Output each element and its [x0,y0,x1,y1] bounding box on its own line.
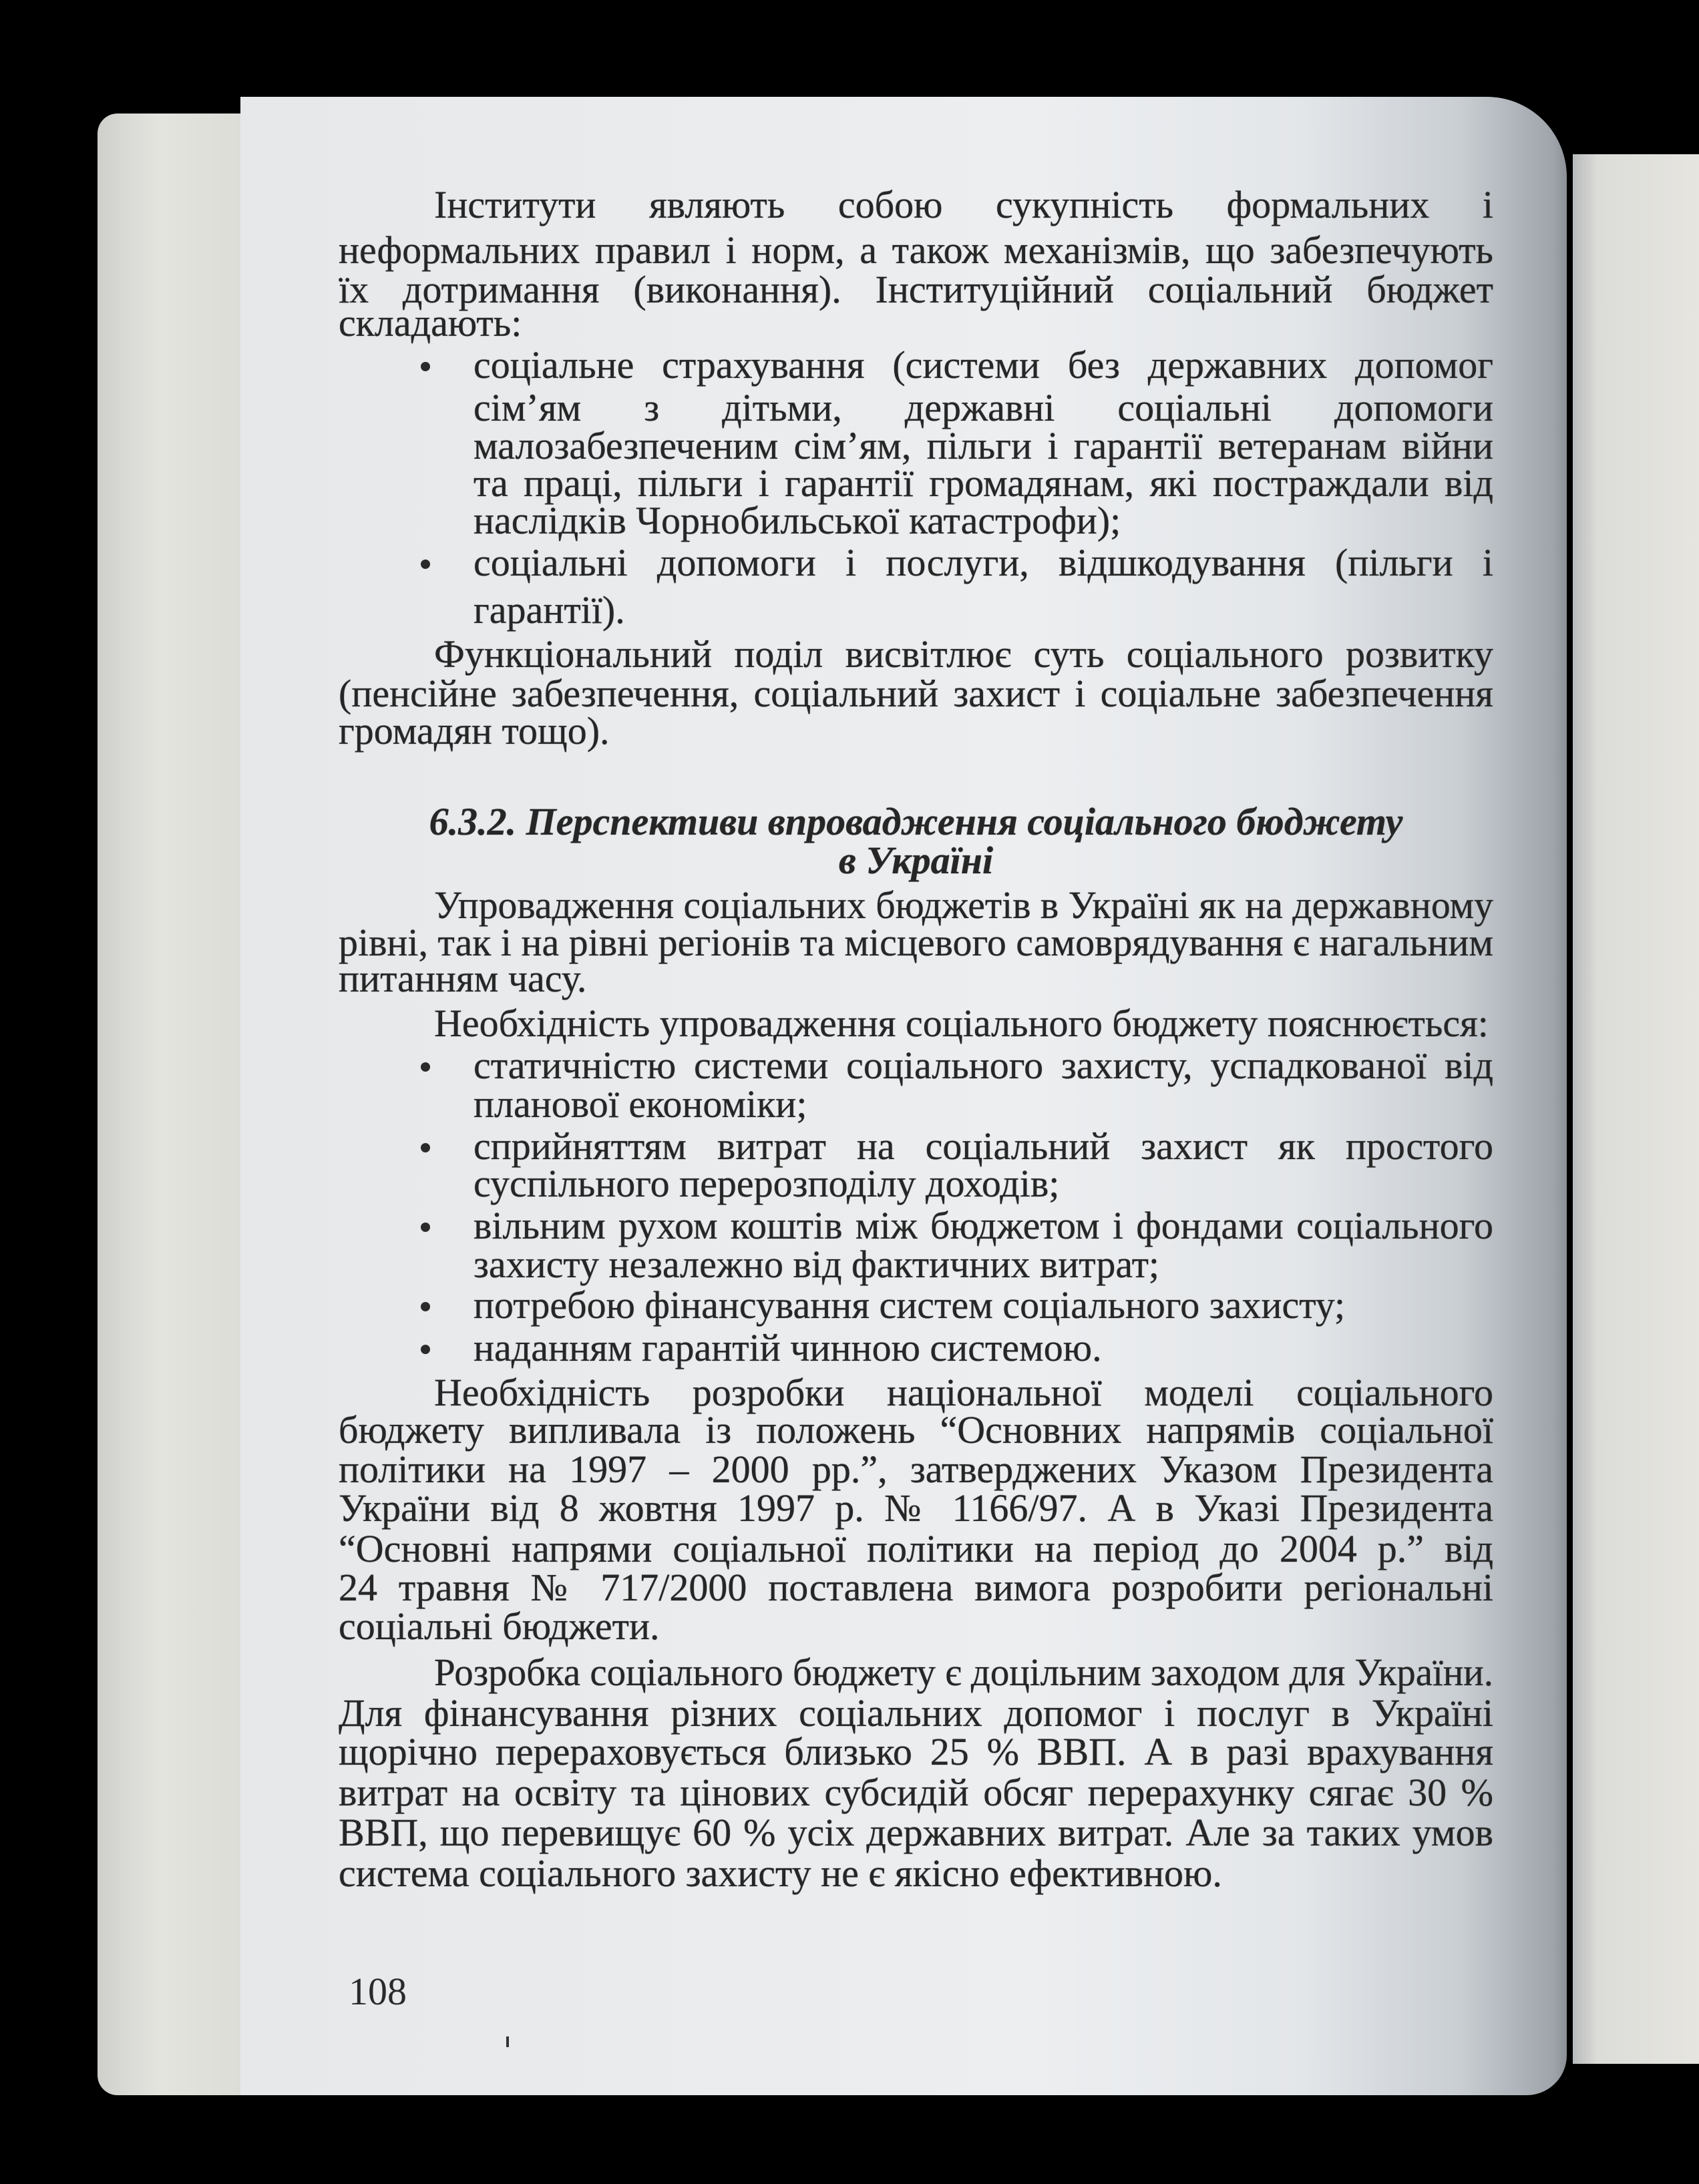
text-line [474,342,1493,389]
text-line [474,1241,1493,1288]
line-text: витрат на освіту та цінових субсидій обсяг перерахунку сягає 30 % [339,1771,1493,1814]
page-stack-edge [98,114,251,2095]
line-text: Функціональний поділ висвітлює суть соціального розвитку [434,632,1493,676]
bullet-icon [421,1345,430,1354]
bullet-icon [421,560,430,569]
text-line [474,1325,1493,1371]
line-text: соціальні допомоги і послуги, відшкодування (пільги і [474,541,1493,584]
line-text: України від 8 жовтня 1997 р. № 1166/97. А в Указі Президента [339,1486,1493,1530]
text-line [339,1603,1493,1650]
line-text: соціальне страхування (системи без державних допомог [474,343,1493,387]
line-text: (пенсійне забезпечення, соціальний захист і соціальне забезпечення [339,672,1493,715]
page-number: 108 [349,1970,407,2013]
text-line [434,1649,1493,1696]
line-text: бюджету випливала із положень “Основних напрямів соціальної [339,1408,1493,1452]
line-text: Необхідність розробки національної моделі соціального [434,1371,1493,1414]
text-line [339,300,1493,347]
line-text: Упровадження соціальних бюджетів в Україні як на державному [434,883,1493,927]
line-text: Необхідність упровадження соціального бюджету пояснюється: [434,1002,1489,1045]
text-line [339,708,1493,754]
line-text: потребою фінансування систем соціального захисту; [474,1283,1346,1327]
text-line [339,837,1493,884]
line-text: статичністю системи соціального захисту, успадкованої від [474,1044,1493,1087]
bullet-icon [421,1143,430,1152]
line-text: політики на 1997 – 2000 рр.”, затверджених Указом Президента [339,1448,1493,1491]
line-text: питанням часу. [339,957,587,1000]
text-line [434,1000,1493,1047]
line-text: в Україні [838,839,994,882]
text-line [339,1809,1493,1856]
line-text: Розробка соціального бюджету є доцільним заходом для України. [434,1651,1493,1694]
line-text: та праці, пільги і гарантії громадянам, які постраждали від [474,461,1493,505]
scan-speck [506,2036,509,2047]
bullet-icon [421,1223,430,1232]
line-text: планової економіки; [474,1082,807,1126]
line-text: неформальних правил і норм, а також механізмів, що забезпечують [339,228,1493,272]
text-line [474,1282,1493,1329]
line-text: гарантії). [474,588,625,632]
line-text: щорічно перераховується близько 25 % ВВП. А в разі врахування [339,1730,1493,1773]
line-text: рівні, так і на рівні регіонів та місцевого самоврядування є нагальним [339,921,1493,964]
bullet-icon [421,1062,430,1072]
line-text: “Основні напрями соціальної політики на період до 2004 р.” від [339,1527,1493,1570]
text-line [339,1729,1493,1775]
bullet-icon [421,362,430,371]
text-line [339,1850,1493,1897]
text-line [434,182,1493,228]
bullet-icon [421,1302,430,1311]
line-text: Інститути являють собою сукупність формальних і [434,183,1493,226]
line-text: Для фінансування різних соціальних допомог і послуг в Україні [339,1691,1493,1735]
text-line [474,539,1493,586]
text-line [474,497,1493,544]
line-text: наданням гарантій чинною системою. [474,1326,1102,1369]
line-text: суспільного перерозподілу доходів; [474,1162,1060,1205]
text-line [474,587,1493,634]
line-text: захисту незалежно від фактичних витрат; [474,1243,1160,1286]
line-text: соціальні бюджети. [339,1604,660,1648]
line-text: 6.3.2. Перспективи впровадження соціального бюджету [429,800,1403,843]
line-text: сприйняттям витрат на соціальний захист як простого [474,1124,1493,1168]
line-text: наслідків Чорнобильської катастрофи); [474,499,1121,542]
line-text: система соціального захисту не є якісно ефективною. [339,1851,1222,1895]
line-text: вільним рухом коштів між бюджетом і фондами соціального [474,1204,1493,1247]
text-line [474,1081,1493,1128]
line-text: 24 травня № 717/2000 поставлена вимога розробити регіональні [339,1566,1493,1609]
facing-page [1573,154,1699,2064]
text-line [474,1160,1493,1207]
line-text: сім’ям з дітьми, державні соціальні допомоги [474,386,1493,429]
text-line [339,1485,1493,1532]
line-text: громадян тощо). [339,709,610,752]
line-text: ВВП, що перевищує 60 % усіх державних витрат. Але за таких умов [339,1811,1493,1854]
text-line [339,955,1493,1002]
line-text: їх дотримання (виконання). Інституційний соціальний бюджет [339,268,1493,311]
line-text: малозабезпеченим сім’ям, пільги і гарантії ветеранам війни [474,424,1493,467]
line-text: складають: [339,301,522,345]
